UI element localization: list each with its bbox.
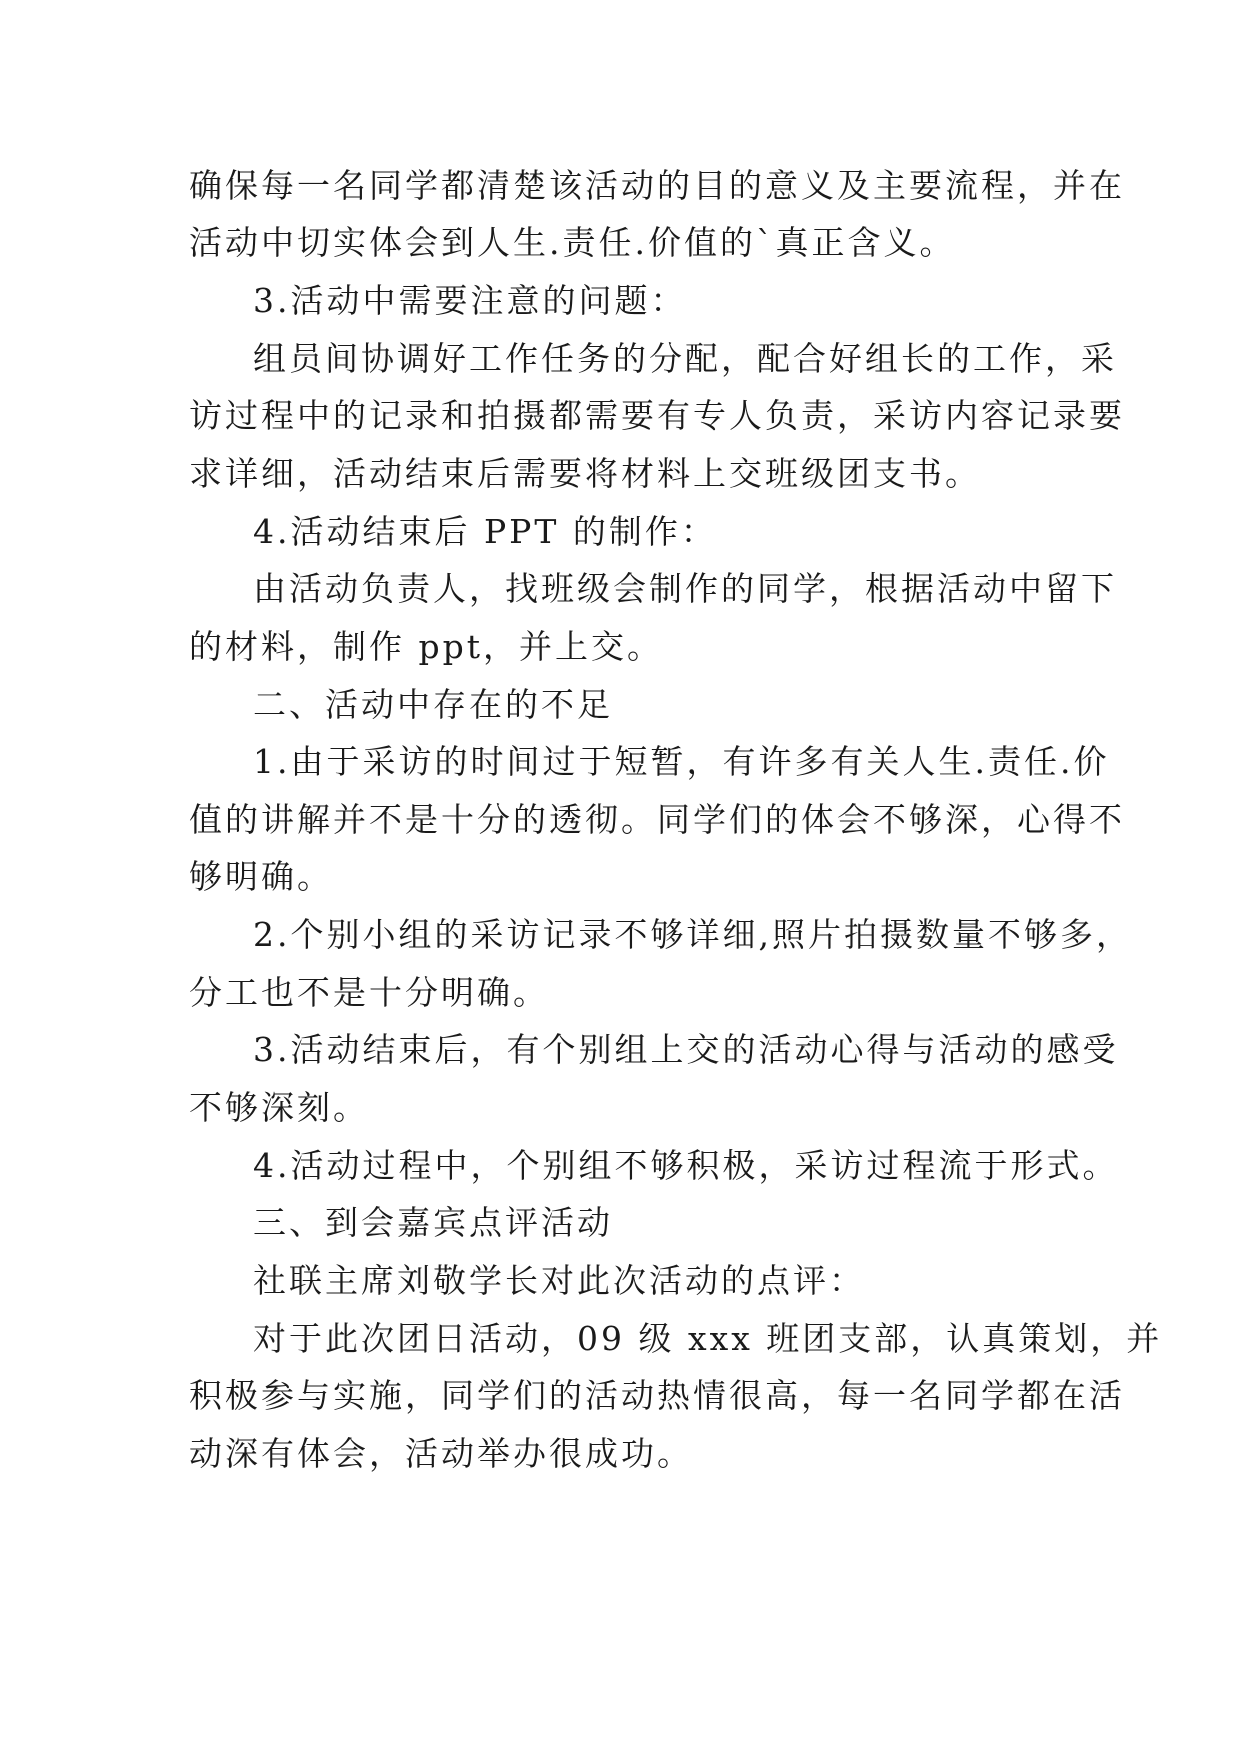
text-line: 值的讲解并不是十分的透彻。同学们的体会不够深，心得不 xyxy=(189,800,1125,839)
text-line: 社联主席刘敬学长对此次活动的点评： xyxy=(253,1261,865,1300)
text-line: 够明确。 xyxy=(189,857,333,896)
text-line: 对于此次团日活动，09 级 xxx 班团支部，认真策划，并 xyxy=(253,1319,1163,1358)
text-line: 分工也不是十分明确。 xyxy=(189,973,549,1012)
text-line: 活动中切实体会到人生.责任.价值的`真正含义。 xyxy=(189,223,956,262)
text-line: 的材料，制作 ppt，并上交。 xyxy=(189,627,663,666)
section-heading: 3.活动中需要注意的问题： xyxy=(253,281,687,320)
section-heading: 三、到会嘉宾点评活动 xyxy=(253,1203,613,1242)
text-line: 不够深刻。 xyxy=(189,1088,369,1127)
text-line: 3.活动结束后，有个别组上交的活动心得与活动的感受 xyxy=(253,1030,1119,1069)
text-line: 由活动负责人，找班级会制作的同学，根据活动中留下 xyxy=(253,569,1117,608)
text-line: 2.个别小组的采访记录不够详细,照片拍摄数量不够多， xyxy=(253,915,1132,954)
text-line: 求详细，活动结束后需要将材料上交班级团支书。 xyxy=(189,454,981,493)
text-line: 动深有体会，活动举办很成功。 xyxy=(189,1434,693,1473)
text-line: 4.活动过程中，个别组不够积极，采访过程流于形式。 xyxy=(253,1146,1119,1185)
section-heading: 4.活动结束后 PPT 的制作： xyxy=(253,512,717,551)
text-line: 积极参与实施，同学们的活动热情很高，每一名同学都在活 xyxy=(189,1376,1125,1415)
section-heading: 二、活动中存在的不足 xyxy=(253,685,613,724)
text-line: 1.由于采访的时间过于短暂，有许多有关人生.责任.价 xyxy=(253,742,1110,781)
text-line: 组员间协调好工作任务的分配，配合好组长的工作，采 xyxy=(253,339,1117,378)
text-line: 访过程中的记录和拍摄都需要有专人负责，采访内容记录要 xyxy=(189,396,1125,435)
text-line: 确保每一名同学都清楚该活动的目的意义及主要流程，并在 xyxy=(189,166,1125,205)
